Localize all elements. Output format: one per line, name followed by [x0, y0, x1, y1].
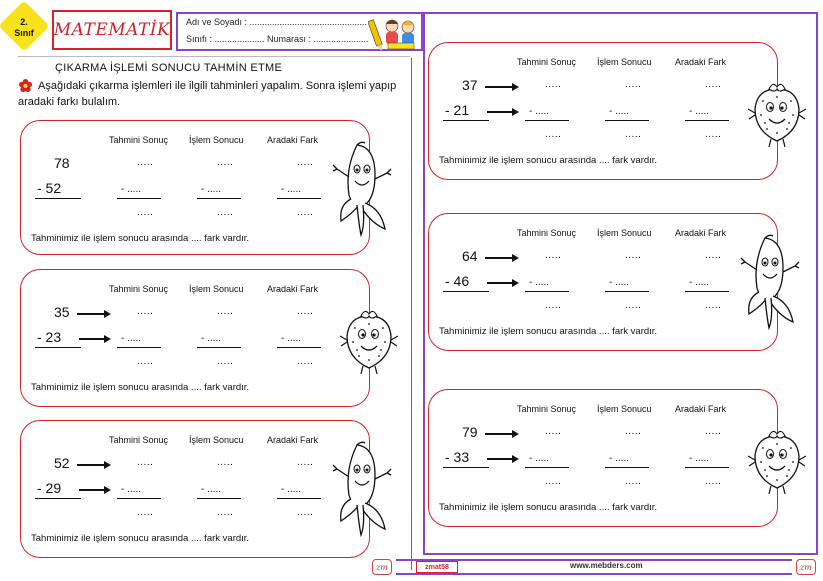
strawberry-character-icon — [747, 79, 807, 153]
difference-answer-blank[interactable]: ..... — [297, 356, 314, 367]
col-difference: Aradaki Fark — [675, 228, 727, 238]
subtraction-line — [443, 291, 489, 292]
subtraction-line — [35, 347, 81, 348]
estimate-line — [117, 498, 161, 499]
difference-sentence: Tahminimiz ile işlem sonucu arasında .... fark vardır. — [439, 155, 658, 166]
result-subtrahend-blank[interactable]: - ..... — [201, 333, 221, 344]
estimate-answer-blank[interactable]: ..... — [545, 129, 562, 140]
minuend: 78 — [54, 155, 70, 171]
difference-line — [277, 498, 321, 499]
column-divider — [411, 58, 412, 570]
estimate-subtrahend-blank[interactable]: - ..... — [529, 277, 549, 288]
difference-answer-blank[interactable]: ..... — [705, 476, 722, 487]
result-minuend-blank[interactable]: ..... — [625, 250, 642, 261]
estimate-minuend-blank[interactable]: ..... — [545, 250, 562, 261]
difference-minuend-blank[interactable]: ..... — [705, 426, 722, 437]
worksheet-heading: ÇIKARMA İŞLEMİ SONUCU TAHMİN ETME — [55, 62, 283, 74]
arrow-icon — [487, 458, 517, 460]
result-answer-blank[interactable]: ..... — [217, 356, 234, 367]
difference-line — [685, 467, 729, 468]
col-result: İşlem Sonucu — [597, 57, 652, 67]
subtrahend: - 33 — [445, 449, 470, 465]
estimate-answer-blank[interactable]: ..... — [545, 300, 562, 311]
result-minuend-blank[interactable]: ..... — [217, 157, 234, 168]
difference-answer-blank[interactable]: ..... — [705, 300, 722, 311]
arrow-icon — [77, 313, 109, 315]
col-difference: Aradaki Fark — [267, 435, 319, 445]
result-subtrahend-blank[interactable]: - ..... — [609, 106, 629, 117]
result-line — [197, 198, 241, 199]
difference-answer-blank[interactable]: ..... — [297, 507, 314, 518]
estimate-subtrahend-blank[interactable]: - ..... — [529, 106, 549, 117]
estimate-answer-blank[interactable]: ..... — [545, 476, 562, 487]
banana-character-icon — [331, 139, 395, 241]
minuend: 52 — [54, 455, 70, 471]
result-subtrahend-blank[interactable]: - ..... — [201, 184, 221, 195]
arrow-icon — [77, 464, 109, 466]
col-result: İşlem Sonucu — [597, 228, 652, 238]
col-result: İşlem Sonucu — [597, 404, 652, 414]
difference-line — [277, 347, 321, 348]
result-line — [197, 498, 241, 499]
difference-minuend-blank[interactable]: ..... — [705, 250, 722, 261]
difference-answer-blank[interactable]: ..... — [705, 129, 722, 140]
arrow-icon — [485, 433, 517, 435]
difference-minuend-blank[interactable]: ..... — [705, 79, 722, 90]
minuend: 64 — [462, 248, 478, 264]
subtrahend: - 23 — [37, 329, 62, 345]
col-estimate: Tahmini Sonuç — [109, 435, 169, 445]
problem-box — [20, 120, 370, 255]
subtrahend: - 21 — [445, 102, 470, 118]
subtrahend: - 46 — [445, 273, 470, 289]
col-estimate: Tahmini Sonuç — [517, 404, 577, 414]
difference-line — [685, 120, 729, 121]
difference-subtrahend-blank[interactable]: - ..... — [281, 333, 301, 344]
difference-minuend-blank[interactable]: ..... — [297, 457, 314, 468]
col-estimate: Tahmini Sonuç — [109, 135, 169, 145]
col-difference: Aradaki Fark — [267, 135, 319, 145]
strawberry-character-icon — [339, 306, 399, 380]
estimate-line — [525, 467, 569, 468]
estimate-line — [525, 120, 569, 121]
problem-box — [428, 213, 778, 351]
arrow-icon — [487, 111, 517, 113]
result-minuend-blank[interactable]: ..... — [217, 306, 234, 317]
zm-logo-right: zm — [796, 559, 816, 575]
estimate-minuend-blank[interactable]: ..... — [545, 79, 562, 90]
class-number-field[interactable]: Sınıfı : .................... Numarası : ...................... — [186, 34, 369, 44]
difference-subtrahend-blank[interactable]: - ..... — [281, 484, 301, 495]
footer-code: zmat58 — [416, 561, 458, 573]
difference-subtrahend-blank[interactable]: - ..... — [689, 453, 709, 464]
problem-box — [20, 269, 370, 407]
result-line — [605, 467, 649, 468]
estimate-line — [117, 347, 161, 348]
result-subtrahend-blank[interactable]: - ..... — [609, 453, 629, 464]
worksheet-instruction: Aşağıdaki çıkarma işlemleri ile ilgili tahminleri yapalım. Sonra işlemi yapıp aradaki farkı bulalım. — [18, 80, 397, 108]
col-estimate: Tahmini Sonuç — [517, 57, 577, 67]
difference-line — [277, 198, 321, 199]
subtraction-line — [35, 198, 81, 199]
result-line — [605, 120, 649, 121]
difference-sentence: Tahminimiz ile işlem sonucu arasında .... fark vardır. — [439, 326, 658, 337]
estimate-answer-blank[interactable]: ..... — [137, 356, 154, 367]
estimate-minuend-blank[interactable]: ..... — [137, 457, 154, 468]
col-estimate: Tahmini Sonuç — [517, 228, 577, 238]
result-minuend-blank[interactable]: ..... — [625, 426, 642, 437]
banana-character-icon — [331, 439, 395, 541]
result-subtrahend-blank[interactable]: - ..... — [609, 277, 629, 288]
difference-sentence: Tahminimiz ile işlem sonucu arasında .... fark vardır. — [31, 382, 250, 393]
result-subtrahend-blank[interactable]: - ..... — [201, 484, 221, 495]
problem-box — [428, 389, 778, 527]
grade-text — [6, 10, 42, 46]
estimate-subtrahend-blank[interactable]: - ..... — [529, 453, 549, 464]
estimate-line — [117, 198, 161, 199]
subject-title: MATEMATİK — [53, 20, 171, 40]
subtraction-line — [443, 120, 489, 121]
estimate-subtrahend-blank[interactable]: - ..... — [121, 484, 141, 495]
minuend: 37 — [462, 77, 478, 93]
result-answer-blank[interactable]: ..... — [625, 129, 642, 140]
arrow-icon — [79, 338, 109, 340]
arrow-icon — [79, 489, 109, 491]
footer-site[interactable]: www.mebders.com — [570, 561, 643, 570]
col-result: İşlem Sonucu — [189, 135, 244, 145]
result-answer-blank[interactable]: ..... — [217, 507, 234, 518]
estimate-line — [525, 291, 569, 292]
difference-subtrahend-blank[interactable]: - ..... — [281, 184, 301, 195]
student-info-box — [176, 12, 423, 51]
strawberry-character-icon — [747, 426, 807, 500]
estimate-minuend-blank[interactable]: ..... — [137, 157, 154, 168]
difference-sentence: Tahminimiz ile işlem sonucu arasında .... fark vardır. — [31, 533, 250, 544]
result-answer-blank[interactable]: ..... — [625, 300, 642, 311]
estimate-answer-blank[interactable]: ..... — [137, 507, 154, 518]
problem-box — [20, 420, 370, 558]
result-minuend-blank[interactable]: ..... — [625, 79, 642, 90]
arrow-icon — [485, 257, 517, 259]
difference-minuend-blank[interactable]: ..... — [297, 157, 314, 168]
col-estimate: Tahmini Sonuç — [109, 284, 169, 294]
result-answer-blank[interactable]: ..... — [217, 207, 234, 218]
estimate-minuend-blank[interactable]: ..... — [545, 426, 562, 437]
col-difference: Aradaki Fark — [675, 404, 727, 414]
col-result: İşlem Sonucu — [189, 284, 244, 294]
result-line — [605, 291, 649, 292]
col-difference: Aradaki Fark — [267, 284, 319, 294]
zm-logo-left: zm — [372, 559, 392, 575]
grade-label: Sınıf — [14, 28, 34, 38]
difference-subtrahend-blank[interactable]: - ..... — [689, 106, 709, 117]
estimate-subtrahend-blank[interactable]: - ..... — [121, 184, 141, 195]
estimate-answer-blank[interactable]: ..... — [137, 207, 154, 218]
result-answer-blank[interactable]: ..... — [625, 476, 642, 487]
result-minuend-blank[interactable]: ..... — [217, 457, 234, 468]
difference-subtrahend-blank[interactable]: - ..... — [689, 277, 709, 288]
subtrahend: - 52 — [37, 180, 62, 196]
difference-sentence: Tahminimiz ile işlem sonucu arasında .... fark vardır. — [439, 502, 658, 513]
header-rule — [18, 56, 410, 57]
problem-box — [428, 42, 778, 180]
grade-number: 2. — [20, 17, 28, 27]
difference-sentence: Tahminimiz ile işlem sonucu arasında .... fark vardır. — [31, 233, 250, 244]
subtrahend: - 29 — [37, 480, 62, 496]
banana-character-icon — [739, 232, 803, 334]
result-line — [197, 347, 241, 348]
minuend: 79 — [462, 424, 478, 440]
difference-line — [685, 291, 729, 292]
subtraction-line — [443, 467, 489, 468]
difference-minuend-blank[interactable]: ..... — [297, 306, 314, 317]
estimate-subtrahend-blank[interactable]: - ..... — [121, 333, 141, 344]
minuend: 35 — [54, 304, 70, 320]
kids-pencil-icon — [368, 14, 420, 51]
arrow-icon — [485, 86, 517, 88]
col-difference: Aradaki Fark — [675, 57, 727, 67]
col-result: İşlem Sonucu — [189, 435, 244, 445]
name-field[interactable]: Adı ve Soyadı : ............................................... — [186, 17, 368, 27]
subject-title-box — [52, 10, 172, 50]
estimate-minuend-blank[interactable]: ..... — [137, 306, 154, 317]
subtraction-line — [35, 498, 81, 499]
arrow-icon — [487, 282, 517, 284]
difference-answer-blank[interactable]: ..... — [297, 207, 314, 218]
footer — [372, 559, 818, 577]
